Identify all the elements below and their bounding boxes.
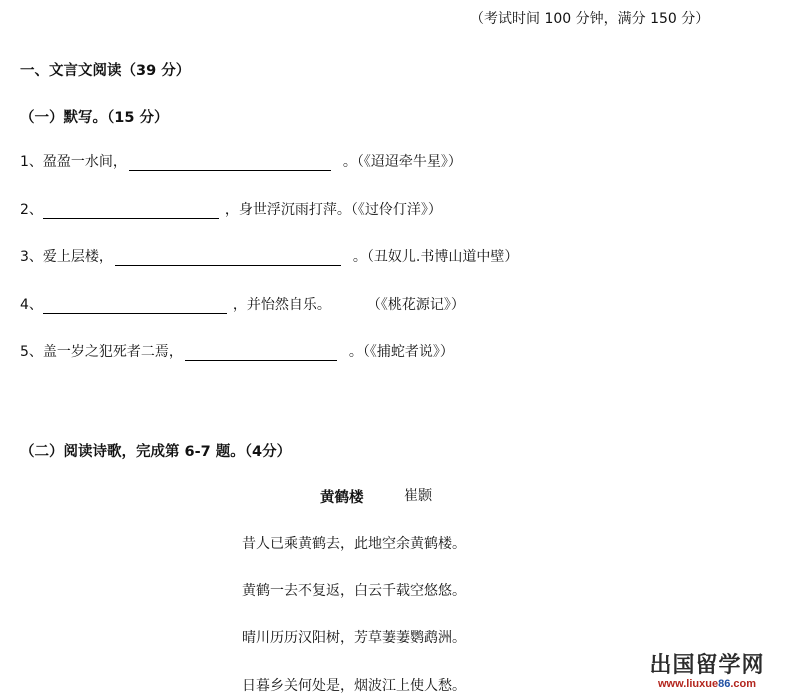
- question-source: 。（丑奴儿.书博山道中壁）: [352, 249, 519, 265]
- question-source: 。（《捕蛇者说》）: [348, 344, 454, 360]
- question-source: 。（《迢迢牵牛星》）: [342, 154, 462, 170]
- question-text: 1、盈盈一水间，: [20, 154, 127, 170]
- question-item: [20, 248, 518, 266]
- part-title-dictation: （一）默写。（15 分）: [20, 110, 169, 126]
- question-item: [20, 201, 442, 219]
- question-item: [20, 153, 462, 171]
- question-text: 2、: [20, 202, 43, 218]
- watermark-url-number: 86: [718, 678, 731, 690]
- answer-blank[interactable]: [185, 346, 337, 361]
- question-source: （《桃花源记》）: [366, 297, 465, 313]
- question-text: 3、爱上层楼，: [20, 249, 113, 265]
- answer-blank[interactable]: [43, 204, 219, 219]
- poem-title: 黄鹤楼: [320, 490, 364, 506]
- exam-time-note: （考试时间 100 分钟，满分 150 分）: [470, 11, 710, 27]
- question-item: [20, 296, 465, 314]
- answer-blank[interactable]: [115, 251, 341, 266]
- answer-blank[interactable]: [43, 299, 227, 314]
- watermark-url-suffix: .com: [730, 678, 757, 690]
- watermark-url: [642, 678, 772, 691]
- question-text: 5、盖一岁之犯死者二焉，: [20, 344, 183, 360]
- poem-line: 黄鹤一去不复返，白云千载空悠悠。: [242, 583, 466, 599]
- watermark-url-prefix: www.liuxue: [657, 678, 719, 690]
- question-item: [20, 343, 454, 361]
- poem-line: 晴川历历汉阳树，芳草萋萋鹦鹉洲。: [242, 630, 466, 646]
- section-title: 一、文言文阅读（39 分）: [20, 63, 191, 79]
- question-source: ，身世浮沉雨打萍。（《过伶仃洋》）: [224, 202, 442, 218]
- watermark-name: 出国留学网: [649, 653, 765, 678]
- site-watermark: [642, 654, 772, 691]
- answer-blank[interactable]: [129, 156, 331, 171]
- poem-author: 崔颢: [404, 488, 432, 504]
- question-text: 4、: [20, 297, 43, 313]
- question-text-after: ，并怡然自乐。: [232, 297, 331, 313]
- poem-line: 昔人已乘黄鹤去，此地空余黄鹤楼。: [242, 536, 466, 552]
- part-title-poem: （二）阅读诗歌，完成第 6-7 题。（4分）: [20, 444, 292, 460]
- poem-line: 日暮乡关何处是，烟波江上使人愁。: [242, 678, 466, 694]
